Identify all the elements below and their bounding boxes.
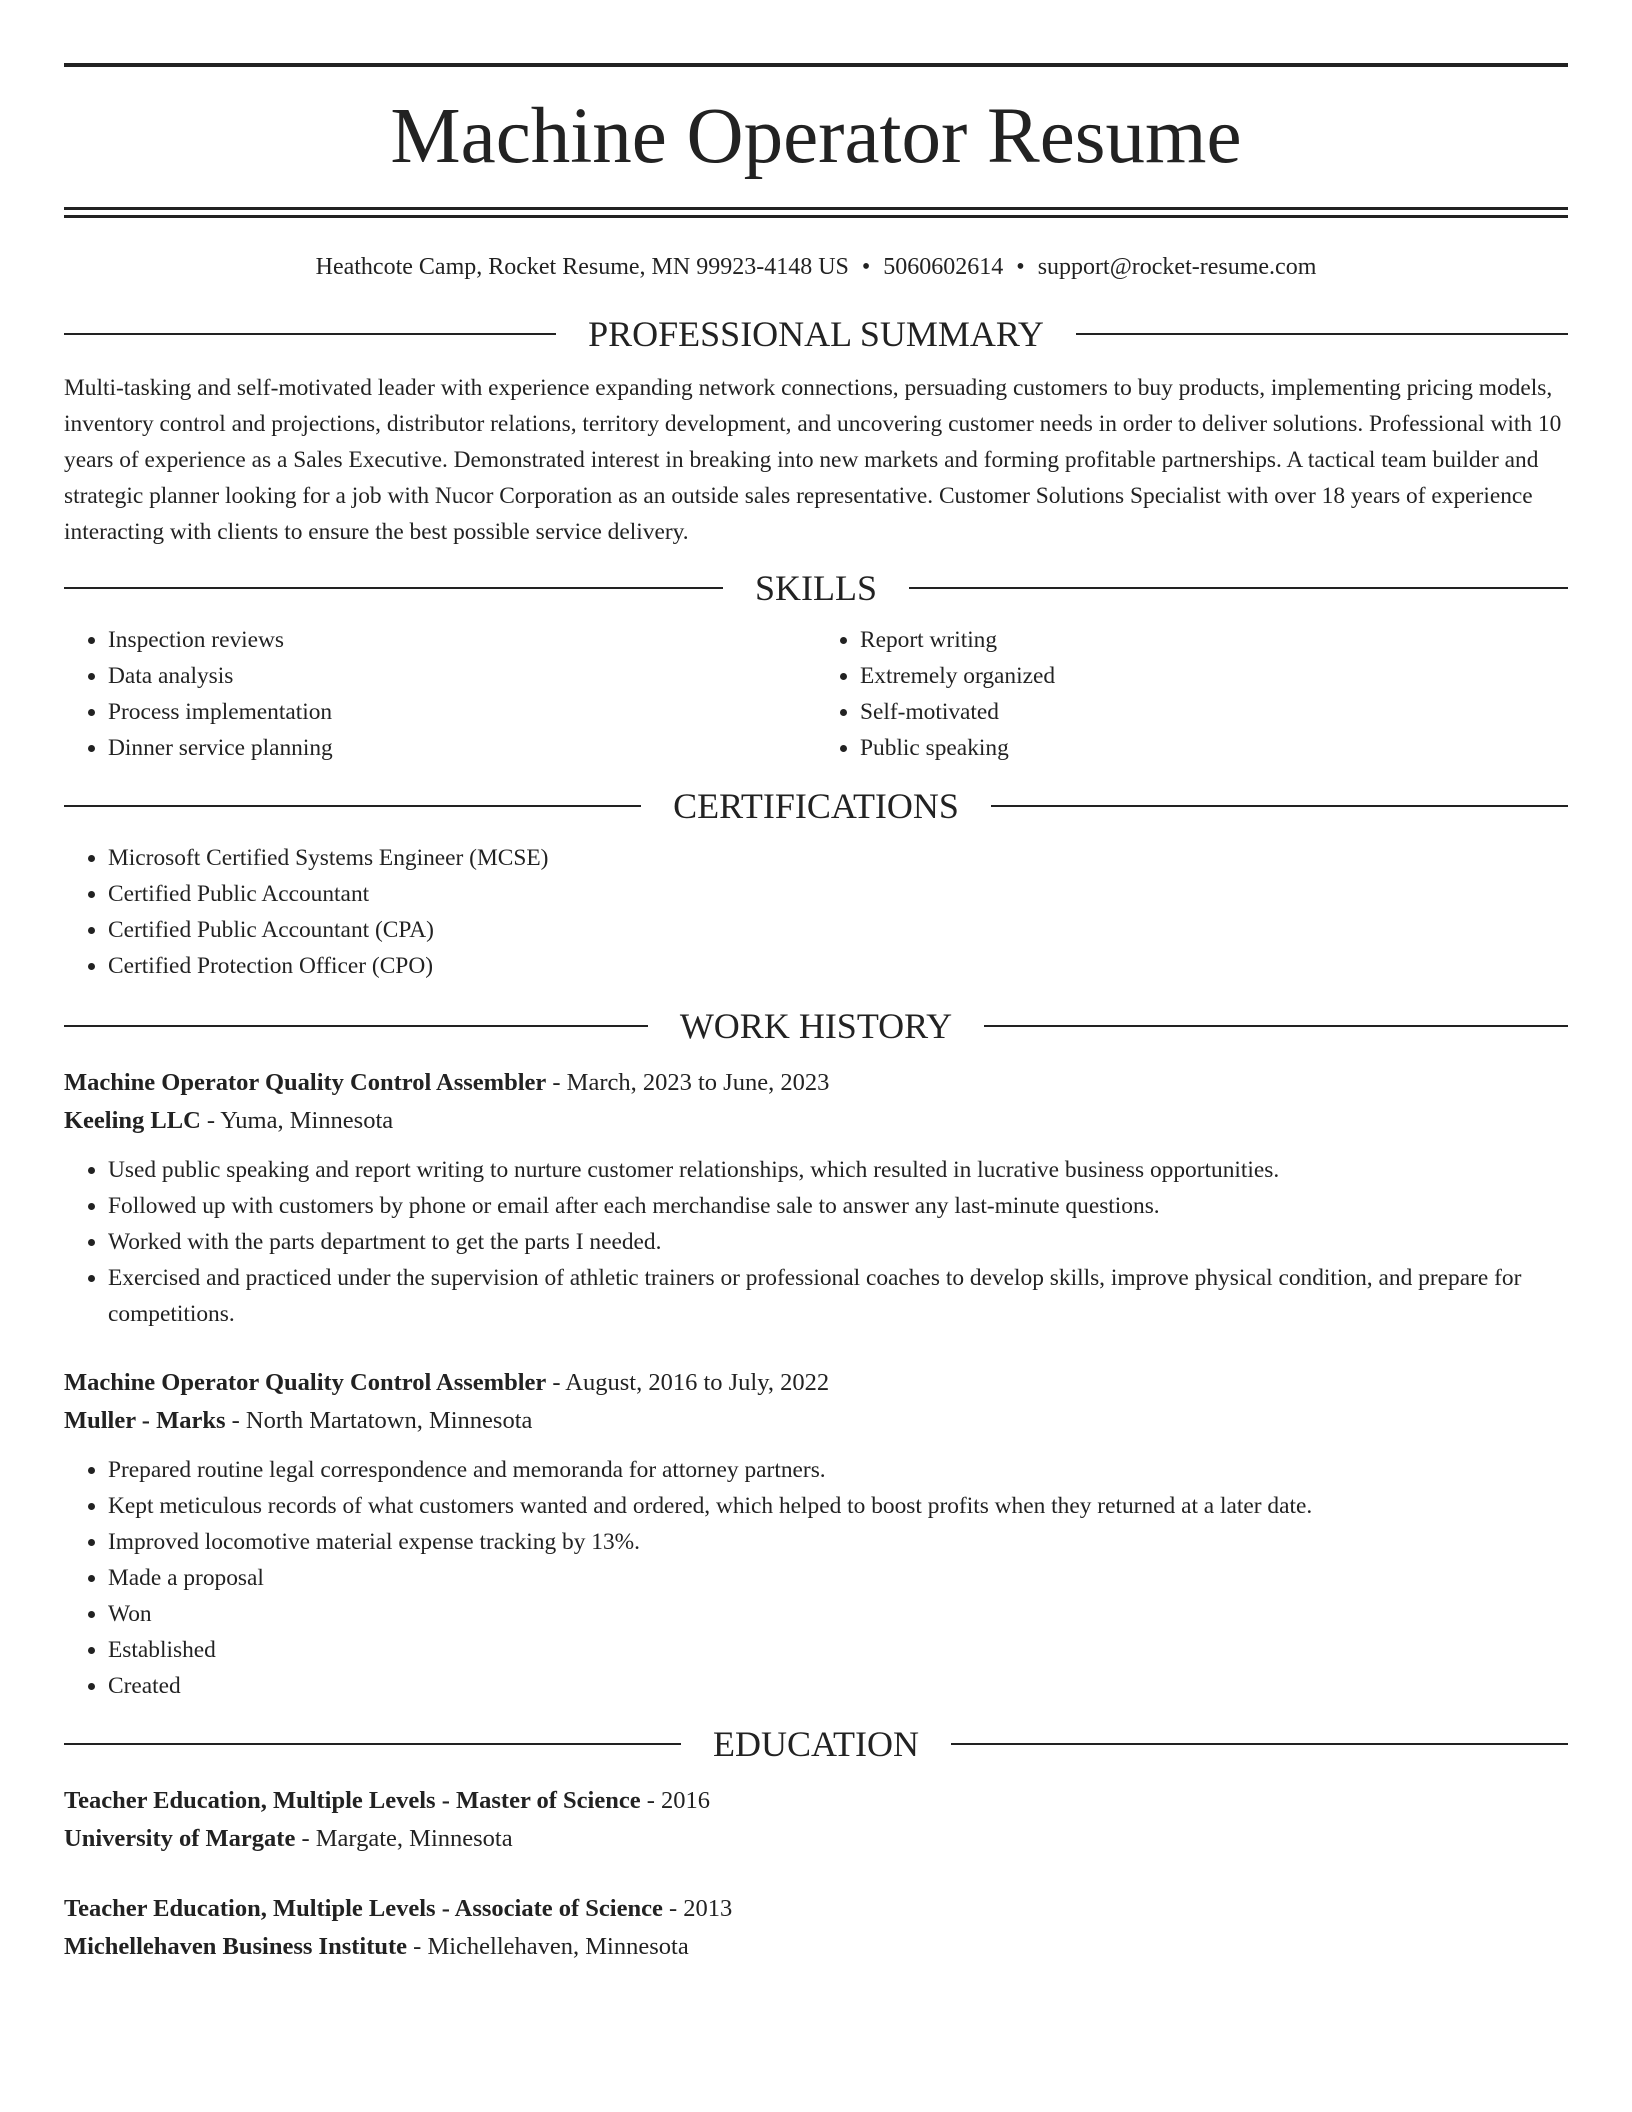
skills-column-left <box>64 622 816 766</box>
education-entry <box>64 1782 1568 1858</box>
education-location: - Michellehaven, Minnesota <box>407 1933 689 1960</box>
job-company-line <box>64 1402 1568 1440</box>
job-bullet: • Followed up with customers by phone or email after each merchandise sale to answer any last-minute questions. <box>108 1188 1568 1224</box>
section-rule <box>64 1743 681 1745</box>
contact-email: support@rocket-resume.com <box>1037 254 1317 280</box>
job-bullet: • Established <box>108 1632 1568 1668</box>
section-header-skills <box>64 566 1568 610</box>
title-double-rule <box>64 207 1568 218</box>
job-company: Muller - Marks <box>64 1407 226 1434</box>
job-bullet: • Made a proposal <box>108 1560 1568 1596</box>
resume-title: Machine Operator Resume <box>390 93 1242 180</box>
section-rule <box>909 587 1568 589</box>
job-title-line <box>64 1364 1568 1402</box>
job-bullet: • Kept meticulous records of what customers wanted and ordered, which helped to boost profits when they returned at a later date. <box>108 1488 1568 1524</box>
section-title-education: EDUCATION <box>713 1724 919 1764</box>
education-year: - 2013 <box>662 1895 733 1922</box>
section-header-education <box>64 1722 1568 1766</box>
job-dates: - August, 2016 to July, 2022 <box>546 1369 830 1396</box>
job-bullet: • Created <box>108 1668 1568 1704</box>
certification-item: • Certified Public Accountant (CPA) <box>108 912 1568 948</box>
job-entry <box>64 1364 1568 1704</box>
section-title-work: WORK HISTORY <box>679 1006 953 1046</box>
job-title-line <box>64 1064 1568 1102</box>
contact-address: Heathcote Camp, Rocket Resume, MN 99923-4148 US <box>315 254 849 280</box>
job-company-line <box>64 1102 1568 1140</box>
contact-line <box>64 252 1568 282</box>
summary-text: Multi-tasking and self-motivated leader with experience expanding network connections, persuading customers to buy products, implementing pricing models, inventory control and projections, distributor relations, territory development, and uncovering customer needs in order to deliver solutions. Professional with 10 years of experience as a Sales Executive. Demonstrated interest in breaking into new markets and forming profitable partnerships. A tactical team builder and strategic planner looking for a job with Nucor Corporation as an outside sales representative. Customer Solutions Specialist with over 18 years of experience interacting with clients to ensure the best possible service delivery. <box>64 375 1562 545</box>
job-company: Keeling LLC <box>64 1107 201 1134</box>
skill-item: • Extremely organized <box>860 658 1568 694</box>
education-school-line <box>64 1820 1568 1858</box>
job-bullets <box>64 1452 1568 1704</box>
job-bullet: • Worked with the parts department to get the parts I needed. <box>108 1224 1568 1260</box>
contact-phone: 5060602614 <box>883 254 1004 280</box>
job-bullet: • Exercised and practiced under the supervision of athletic trainers or professional coaches to develop skills, improve physical condition, and prepare for competitions. <box>108 1260 1568 1332</box>
section-title-certifications: CERTIFICATIONS <box>673 786 959 826</box>
education-degree: Teacher Education, Multiple Levels - Master of Science <box>64 1787 641 1814</box>
section-header-certifications <box>64 784 1568 828</box>
job-title: Machine Operator Quality Control Assembler <box>64 1069 547 1096</box>
certification-item: • Certified Public Accountant <box>108 876 1568 912</box>
section-rule <box>991 805 1568 807</box>
contact-separator: • <box>1016 254 1025 280</box>
certification-item: • Certified Protection Officer (CPO) <box>108 948 1568 984</box>
section-rule <box>951 1743 1568 1745</box>
section-header-work <box>64 1004 1568 1048</box>
section-rule <box>1076 333 1568 335</box>
skill-item: • Inspection reviews <box>108 622 816 658</box>
certifications-list <box>64 840 1568 984</box>
job-dates: - March, 2023 to June, 2023 <box>546 1069 830 1096</box>
job-bullet: • Used public speaking and report writing to nurture customer relationships, which resulted in lucrative business opportunities. <box>108 1152 1568 1188</box>
job-entry <box>64 1064 1568 1332</box>
section-title-skills: SKILLS <box>755 568 878 608</box>
job-bullet: • Won <box>108 1596 1568 1632</box>
job-title: Machine Operator Quality Control Assembler <box>64 1369 547 1396</box>
contact-separator: • <box>861 254 871 280</box>
education-entry <box>64 1890 1568 1966</box>
skill-item: • Data analysis <box>108 658 816 694</box>
skills-list <box>64 622 1568 766</box>
skill-item: • Report writing <box>860 622 1568 658</box>
skills-column-right <box>816 622 1568 766</box>
skill-item: • Dinner service planning <box>108 730 816 766</box>
education-degree: Teacher Education, Multiple Levels - Associate of Science <box>64 1895 663 1922</box>
certification-item: • Microsoft Certified Systems Engineer (MCSE) <box>108 840 1568 876</box>
skill-item: • Self-motivated <box>860 694 1568 730</box>
job-location: - North Martatown, Minnesota <box>225 1407 533 1434</box>
job-bullets <box>64 1152 1568 1332</box>
section-rule <box>64 805 641 807</box>
section-rule <box>64 587 723 589</box>
section-rule <box>64 1025 648 1027</box>
section-header-summary <box>64 312 1568 356</box>
education-degree-line <box>64 1890 1568 1928</box>
resume-page <box>64 0 1568 1966</box>
job-location: - Yuma, Minnesota <box>200 1107 394 1134</box>
job-bullet: • Prepared routine legal correspondence and memoranda for attorney partners. <box>108 1452 1568 1488</box>
education-year: - 2016 <box>640 1787 711 1814</box>
education-location: - Margate, Minnesota <box>295 1825 513 1852</box>
section-rule <box>64 333 556 335</box>
education-school: Michellehaven Business Institute <box>64 1933 408 1960</box>
skill-item: • Process implementation <box>108 694 816 730</box>
section-rule <box>984 1025 1568 1027</box>
education-school: University of Margate <box>64 1825 296 1852</box>
education-school-line <box>64 1928 1568 1966</box>
education-degree-line <box>64 1782 1568 1820</box>
skill-item: • Public speaking <box>860 730 1568 766</box>
section-title-summary: PROFESSIONAL SUMMARY <box>588 314 1044 354</box>
job-bullet: • Improved locomotive material expense tracking by 13%. <box>108 1524 1568 1560</box>
